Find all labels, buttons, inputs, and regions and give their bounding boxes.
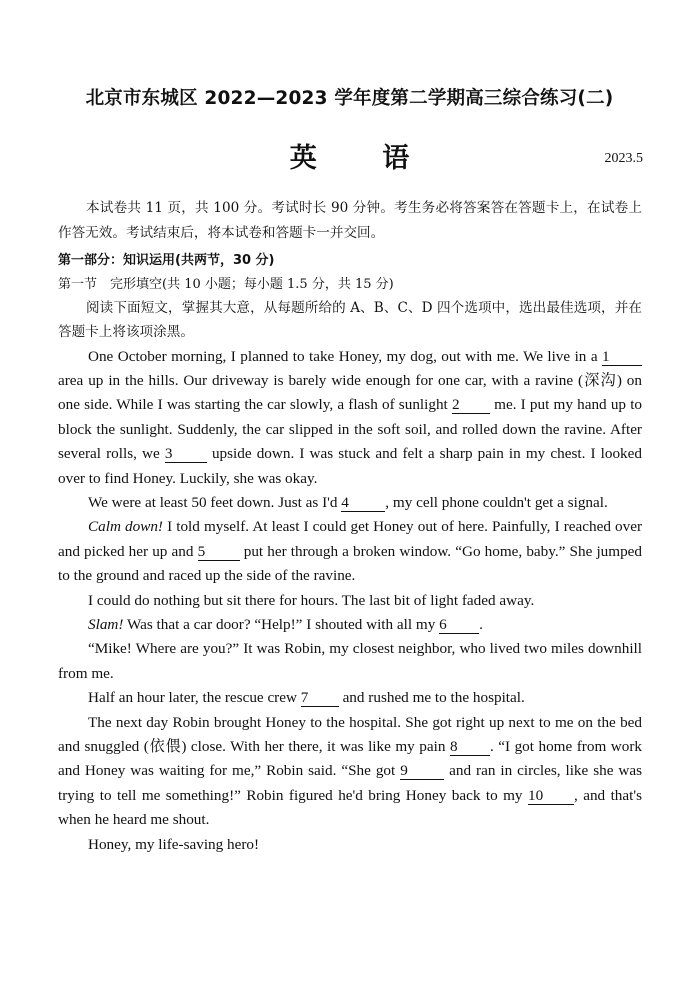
cloze-blank-8: 8	[450, 739, 490, 756]
passage-text: Was that a car door? “Help!” I shouted with all my	[126, 615, 436, 633]
cloze-blank-10: 10	[528, 788, 574, 805]
passage-text: area up in the hills. Our driveway is barely wide enough for one car, with a ravine (深沟) on one side. While I was starting the car slowly, a flash of sunlight	[58, 371, 642, 414]
passage-text: . “I got home from work and Honey was waiting for me,” Robin said. “She got	[58, 738, 642, 780]
passage-paragraph-5	[58, 613, 642, 637]
cloze-blank-4: 4	[341, 495, 385, 512]
passage-text: and ran in circles, like she was trying to tell me something!” Robin figured he'd bring Honey back to my	[58, 762, 643, 804]
passage-paragraph-8	[58, 711, 642, 833]
passage-paragraph-1	[58, 345, 642, 491]
passage-text: We were at least 50 feet down. Just as I'd	[88, 493, 338, 511]
cloze-blank-7: 7	[301, 690, 339, 707]
passage-text: , my cell phone couldn't get a signal.	[385, 493, 608, 511]
section1-title: 第一节 完形填空(共 10 小题；每小题 1.5 分，共 15 分)	[58, 276, 394, 292]
passage-paragraph-6: “Mike! Where are you?” It was Robin, my closest neighbor, who lived two miles downhill from me.	[58, 640, 642, 682]
cloze-blank-9: 9	[400, 763, 444, 780]
cloze-blank-6: 6	[439, 617, 479, 634]
cloze-blank-2: 2	[452, 397, 490, 414]
exam-intro: 本试卷共 11 页，共 100 分。考试时长 90 分钟。考生务必将答案答在答题卡上，在试卷上作答无效。考试结束后，将本试卷和答题卡一并交回。	[58, 200, 642, 241]
passage-text: and rushed me to the hospital.	[342, 689, 525, 707]
exam-date: 2023.5	[604, 151, 643, 166]
passage-paragraph-9: Honey, my life-saving hero!	[88, 835, 260, 853]
passage-text: The next day Robin brought Honey to the hospital. She got right up next to me on the bed and snuggled (依偎) close. With her there, it was like my pain	[58, 713, 642, 755]
passage-text: put her through a broken window. “Go home, baby.” She jumped to the ground and raced up the side of the ravine.	[58, 542, 643, 585]
exam-body	[58, 196, 642, 857]
cloze-blank-3: 3	[165, 446, 207, 463]
passage-paragraph-3	[58, 515, 642, 588]
passage-text: me. I put my hand up to block the sunlight. Suddenly, the car slipped in the soft soil, and rolled down the ravine. After several rolls, we	[58, 396, 643, 463]
subject-title: 英 语	[289, 143, 438, 174]
passage-text: One October morning, I planned to take Honey, my dog, out with me. We live in a	[88, 347, 598, 365]
passage-paragraph-2	[58, 491, 642, 515]
passage-text: , and that's when he heard me shout.	[58, 786, 642, 829]
passage-text: .	[479, 615, 483, 633]
passage-paragraph-7	[58, 686, 642, 710]
passage-text: upside down. I was stuck and felt a sharp pain in my chest. I looked over to find Honey. Luckily, she was okay.	[58, 445, 642, 487]
section1-instructions: 阅读下面短文，掌握其大意，从每题所给的 A、B、C、D 四个选项中，选出最佳选项，并在答题卡上将该项涂黑。	[58, 299, 642, 340]
cloze-blank-1: 1	[602, 349, 642, 366]
cloze-blank-5: 5	[198, 544, 240, 561]
passage-text: I told myself. At least I could get Honey out of here. Painfully, I reached over and picked her up and	[58, 518, 643, 560]
passage-italic: Calm down!	[88, 518, 163, 536]
passage-text: Half an hour later, the rescue crew	[88, 689, 297, 707]
passage-paragraph-4: I could do nothing but sit there for hours. The last bit of light faded away.	[88, 591, 535, 609]
passage-italic: Slam!	[88, 615, 124, 633]
exam-title: 北京市东城区 2022—2023 学年度第二学期高三综合练习(二)	[85, 88, 614, 109]
part1-title: 第一部分：知识运用(共两节，30 分)	[58, 253, 275, 268]
